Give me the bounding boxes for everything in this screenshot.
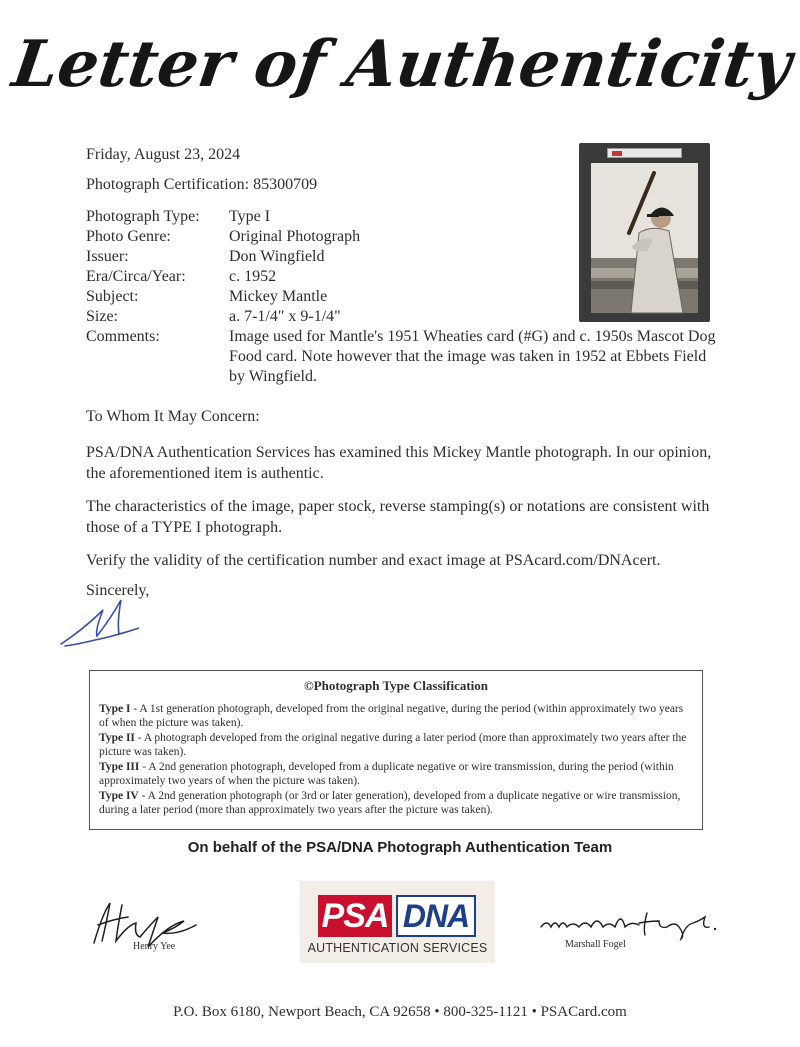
footer-address: P.O. Box 6180, Newport Beach, CA 92658 • 800-325-1121 • PSACard.com xyxy=(173,1004,627,1020)
closing: Sincerely, xyxy=(86,582,150,599)
signature-mark xyxy=(55,588,165,650)
letter-title xyxy=(8,14,796,114)
classification-entry xyxy=(99,789,693,817)
detail-value: a. 7-1/4" x 9-1/4" xyxy=(229,308,341,325)
body-paragraph: The characteristics of the image, paper stock, reverse stamping(s) or notations are consistent with those of a TYPE I photograph. xyxy=(86,498,710,536)
detail-value: c. 1952 xyxy=(229,268,277,285)
type-description: - A 1st generation photograph, developed from the original negative, during the period (within approximately two years of when the picture was taken). xyxy=(99,703,684,729)
detail-label: Photograph Type: xyxy=(86,208,200,225)
type-name: Type II xyxy=(99,732,135,744)
batter-illustration xyxy=(591,163,698,313)
detail-value: Image used for Mantle's 1951 Wheaties card (#G) and c. 1950s Mascot Dog Food card. Note however that the image was taken in 1952 at Ebbets Field by Wingfield. xyxy=(229,328,716,385)
greeting: To Whom It May Concern: xyxy=(86,408,260,425)
letter-date: Friday, August 23, 2024 xyxy=(86,146,241,163)
detail-value: Don Wingfield xyxy=(229,248,325,265)
type-description: - A 2nd generation photograph (or 3rd or later generation), developed from a duplicate negative or wire transmission, during a later period (more than approximately two years after the picture was taken). xyxy=(99,790,681,816)
classification-box xyxy=(89,670,703,830)
classification-entry xyxy=(99,702,693,730)
body-paragraph: Verify the validity of the certification number and exact image at PSAcard.com/DNAcert. xyxy=(86,552,661,569)
type-name: Type IV xyxy=(99,790,139,802)
team-line: On behalf of the PSA/DNA Photograph Authentication Team xyxy=(187,839,613,856)
graded-photo-slab xyxy=(579,143,710,322)
detail-label: Comments: xyxy=(86,328,160,345)
type-name: Type III xyxy=(99,761,140,773)
letter-body xyxy=(86,406,726,583)
slab-label xyxy=(607,148,682,158)
detail-label: Photo Genre: xyxy=(86,228,171,245)
signer-name-left: Henry Yee xyxy=(133,941,176,952)
classification-entry xyxy=(99,760,693,788)
certification-number: Photograph Certification: 85300709 xyxy=(86,176,318,193)
classification-entry xyxy=(99,731,693,759)
classification-title: ©Photograph Type Classification xyxy=(303,678,489,693)
detail-label: Era/Circa/Year: xyxy=(86,268,186,285)
psa-dna-logo xyxy=(300,881,495,963)
detail-label: Subject: xyxy=(86,288,139,305)
body-paragraph: PSA/DNA Authentication Services has examined this Mickey Mantle photograph. In our opinion, the aforementioned item is authentic. xyxy=(86,444,712,482)
detail-label: Size: xyxy=(86,308,118,325)
detail-row xyxy=(86,327,719,387)
detail-label: Issuer: xyxy=(86,248,129,265)
detail-value: Original Photograph xyxy=(229,228,361,245)
signer-name-right: Marshall Fogel xyxy=(565,939,626,950)
mickey-mantle-photo xyxy=(591,163,698,313)
dna-mark: DNA xyxy=(396,895,476,937)
logo-tagline: AUTHENTICATION SERVICES xyxy=(307,941,488,955)
title-text: Letter of Authenticity xyxy=(8,27,796,102)
detail-value: Type I xyxy=(229,208,271,225)
type-description: - A 2nd generation photograph, developed from a duplicate negative or wire transmission, during the period (within approximately two years of when the picture was taken). xyxy=(99,761,674,787)
detail-value: Mickey Mantle xyxy=(229,288,328,305)
type-description: - A photograph developed from the original negative during a later period (more than approximately two years after the picture was taken). xyxy=(99,732,687,758)
marshall-fogel-signature xyxy=(535,905,720,939)
letter-title-graphic xyxy=(8,14,796,114)
psa-mark: PSA xyxy=(318,895,392,937)
type-name: Type I xyxy=(99,703,131,715)
